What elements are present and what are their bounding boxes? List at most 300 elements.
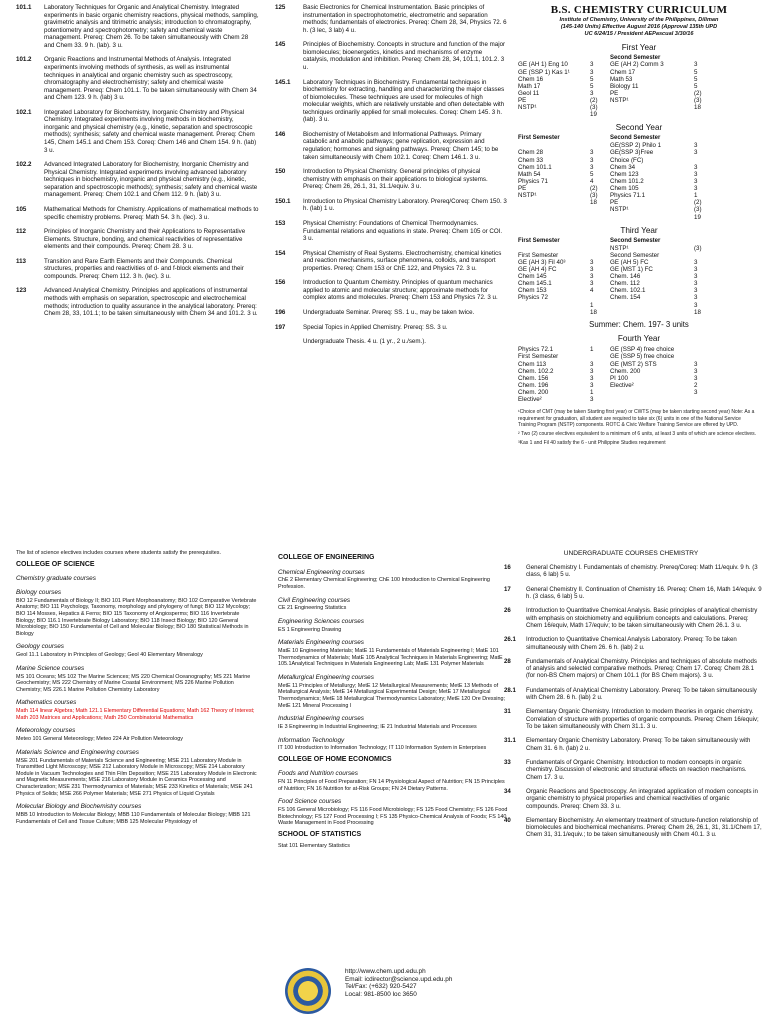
units-cell: 5 — [590, 82, 594, 90]
course-cell: GE (SSP 4) free choice — [610, 346, 675, 354]
course-description: Undergraduate Thesis. 4 u. (1 yr., 2 u./sem.). — [303, 338, 427, 346]
units-cell: 3 — [590, 163, 594, 171]
units-cell: 5 — [590, 170, 594, 178]
category-heading: Chemical Engineering courses — [278, 568, 365, 576]
course-entry — [275, 220, 507, 243]
course-cell: GE (SSP 5) free choice — [610, 353, 675, 361]
curriculum-units: (145-140 Units) Effective August 2016 (Approval 135th UPD — [560, 24, 718, 31]
units-cell: 5 — [694, 75, 698, 83]
units-cell — [590, 353, 606, 360]
units-cell: (2) — [694, 199, 702, 207]
course-cell: GE(SSP 3)Free — [610, 149, 654, 157]
curriculum-panel — [518, 4, 760, 540]
science-electives — [16, 550, 260, 1024]
course-entry — [16, 109, 260, 154]
course-entry — [16, 56, 260, 101]
telephone: Tel/Fax: (+632) 920-5427 — [345, 983, 417, 991]
curriculum-institute: Institute of Chemistry, University of the Philippines, Diliman — [559, 17, 719, 24]
units-cell: 4 — [590, 287, 594, 295]
contact-info — [285, 968, 500, 1024]
units-cell — [694, 252, 708, 259]
footnote: ¹Choice of CMT (may be taken Starting first year) or CWTS (may be taken starting second year) Note: As a requirement for graduation, all student are required to take six (6) units in one of the National Service Training Program (NSTP) components. ROTC & Civic Welfare Training Service are offered by UPD. — [518, 409, 755, 428]
course-cell: GE (MST 2) STS — [610, 360, 657, 368]
units-cell: 3 — [694, 265, 698, 273]
course-cell: Elective² — [610, 381, 634, 389]
course-list-top-left — [16, 4, 260, 534]
course-entry — [275, 250, 507, 273]
spacer — [590, 55, 606, 62]
course-cell: Chem. 200 — [518, 389, 549, 397]
units-cell: (3) — [694, 244, 702, 252]
course-cell: Chem. 102.1 — [610, 287, 646, 295]
year-heading: Third Year — [620, 225, 658, 235]
units-cell: 3 — [694, 360, 698, 368]
course-cell — [610, 389, 690, 396]
course-cell — [518, 111, 586, 118]
course-description: General Chemistry II. Continuation of Chemistry 16. Prereq: Chem 16, Math 14/equiv. 9 h. (3 class, 6 lab) 5 u. — [526, 585, 762, 600]
curriculum-approval: UC 6/24/15 / President AEPascual 3/30/16 — [584, 30, 694, 37]
units-cell: 3 — [694, 149, 698, 157]
units-cell: 2 — [694, 381, 698, 389]
course-cell: Chem 28 — [518, 149, 544, 157]
course-cell: Chem. 112 — [610, 280, 640, 288]
course-description: General Chemistry I. Fundamentals of chemistry. Prereq/Coreq: Math 11/equiv. 9 h. (3 class, 6 lab) 5 u. — [526, 564, 758, 579]
course-list-top-middle — [275, 4, 507, 534]
course-entry — [16, 161, 260, 199]
course-number: 145 — [275, 41, 286, 49]
course-entry — [275, 338, 507, 346]
course-cell: GE (AH 4) FC — [518, 265, 557, 273]
course-cell: Chem 17 — [610, 68, 636, 76]
course-description: Laboratory Techniques in Biochemistry. Fundamental techniques in biochemistry for extracting, handling and characterizing the major classes of biomolecules. These techniques are used for molecules of high molecular weights, which are relatively unstable and often detectable with techniques ordinarily applied for small molecules. Coreq: Chem 145. 3 h. (lab). 3 u. — [303, 78, 505, 124]
units-cell: 3 — [590, 265, 594, 273]
units-cell — [694, 396, 708, 403]
course-cell: GE(SSP 2) Philo 1 — [610, 142, 662, 150]
course-cell: NSTP¹ — [610, 206, 629, 214]
course-entry — [275, 168, 507, 191]
course-description: Fundamentals of Analytical Chemistry Laboratory. Prereq: To be taken simultaneously with Chem 28. 6 h. (lab) 2 u. — [526, 686, 757, 702]
category-courses: FN 11 Principles of Food Preparation; FN 14 Physiological Aspect of Nutrition; FN 15 Principles of Nutrition; FN 16 Nutrition for at-Risk Groups; FN 24 Dietary Patterns. — [278, 779, 505, 792]
course-entry — [275, 309, 507, 317]
units-cell: 18 — [694, 104, 701, 112]
units-cell: (2) — [590, 97, 598, 105]
course-cell: GE (AH 1) Eng 10 — [518, 61, 568, 69]
semester-headers — [518, 55, 760, 62]
course-number: 31 — [504, 708, 511, 716]
summer-note: Summer: Chem. 197- 3 units — [589, 319, 689, 329]
course-cell: Chem 123 — [610, 170, 639, 178]
course-cell: Chem. 102.2 — [518, 367, 554, 375]
course-description: Principles of Biochemistry. Concepts in structure and function of the major biomolecules; bioenergetics, kinetics and mechanisms of enzyme catalysis, modulation and inhibition. Prereq: Chem 28, 34, 101.1, 101.2. 3 u. — [303, 41, 506, 71]
units-cell: 18 — [590, 308, 597, 316]
spacer — [590, 135, 606, 142]
units-cell: 3 — [590, 156, 594, 164]
course-cell: PE — [518, 97, 527, 105]
course-cell — [518, 302, 586, 309]
spacer — [694, 55, 708, 62]
course-cell: Math 17 — [518, 82, 541, 90]
course-description: Introduction to Quantitative Chemical Analysis. Basic principles of analytical chemistry with emphasis on stoichiometry and equilibrium concepts and calculations. Prereq: Chem 16/equiv, Math 17/equiv; to be taken simultaneously with Chem 26.1. 3 u. — [526, 607, 758, 629]
course-cell: GE (SSP 1) Kas 1¹ — [518, 68, 570, 76]
course-number: 123 — [16, 287, 27, 295]
course-entry — [275, 279, 507, 302]
course-cell: Choice (FC) — [610, 156, 644, 164]
category-heading: Civil Engineering courses — [278, 596, 351, 604]
units-cell: 3 — [694, 374, 698, 382]
units-cell: 3 — [694, 273, 698, 281]
semester-table — [518, 346, 760, 403]
course-cell: Elective² — [518, 396, 542, 404]
category-heading: Information Technology — [278, 736, 345, 744]
course-cell — [610, 214, 690, 221]
undergraduate-courses — [500, 550, 762, 1024]
year-heading: Second Year — [615, 123, 663, 133]
course-cell: Chem. 156 — [518, 374, 549, 382]
second-semester-heading: Second Semester — [610, 135, 661, 142]
college-of-engineering-heading: COLLEGE OF ENGINEERING — [278, 554, 375, 561]
category-heading: Biology courses — [16, 588, 62, 596]
course-description: Advanced Integrated Laboratory for Biochemistry, Inorganic Chemistry and Physical Chemistry. Integrated experiments involving advanced laboratory techniques in biochemistry, inorganic and physical chemistry (e.g., kinetic, separation and spectroscopic methods); synthesis; safety and chemical waste management. Prereq: Chem 102.1 and Chem 112. 9 h. (lab) 3 u. — [44, 161, 258, 199]
units-cell — [590, 206, 606, 213]
course-number: 150 — [275, 168, 286, 176]
course-cell: Chem 34 — [610, 163, 636, 171]
units-cell: (3) — [590, 192, 598, 200]
course-cell: Chem. 146 — [610, 273, 641, 281]
course-number: 102.2 — [16, 161, 32, 169]
course-cell — [610, 104, 690, 111]
course-cell: Biology 11 — [610, 82, 639, 90]
course-entry — [16, 4, 260, 49]
units-cell: (3) — [694, 206, 702, 214]
units-cell — [590, 142, 606, 149]
course-cell — [610, 302, 690, 309]
course-description: Elementary Organic Chemistry Laboratory. Prereq: To be taken simultaneously with Chem 31. 6 h. (lab) 2 u. — [526, 737, 751, 752]
category-courses: IT 100 Introduction to Information Technology; IT 110 Information System in Enterprises — [278, 745, 487, 752]
course-number: 31.1 — [504, 737, 516, 745]
units-cell — [590, 245, 606, 252]
units-cell: 3 — [694, 61, 698, 69]
units-cell: 5 — [694, 68, 698, 76]
email-link[interactable]: Email: icdirector@science.upd.edu.ph — [345, 975, 453, 983]
course-number: 101.1 — [16, 4, 32, 11]
course-cell: GE (AH 3) Fil 40³ — [518, 258, 566, 266]
electives-intro: The list of science electives includes courses where students satisfy the prerequisites. — [16, 550, 221, 556]
course-cell: NSTP¹ — [518, 192, 537, 200]
units-cell — [694, 346, 708, 353]
course-description: Biochemistry of Metabolism and Informational Pathways. Primary catabolic and anabolic pathways; gene replication, expression and regulation; hormones and signaling pathways. Prereq: Chem 145; to be taken simultaneously with Chem 102.1. Coreq: Chem 146.1. 3 u. — [303, 130, 499, 161]
course-cell: Chem 145.1 — [518, 280, 552, 288]
units-cell: 4 — [590, 177, 594, 185]
units-cell: (2) — [590, 185, 598, 193]
course-number: 40 — [504, 816, 511, 824]
course-description: Transition and Rare Earth Elements and their Compounds. Chemical structures, properties and reactivities of d- and f-block elements and their compounds. Prereq: Chem 112. 3 h. (lec). 3 u. — [44, 257, 244, 280]
course-entry — [500, 788, 762, 810]
category-courses: Meteo 101 General Meteorology; Meteo 224 Air Pollution Meteorology — [16, 736, 183, 743]
course-cell: NSTP¹ — [610, 244, 629, 252]
semester-headers — [518, 238, 760, 245]
units-cell: 5 — [694, 82, 698, 90]
course-number: 146 — [275, 130, 286, 138]
curriculum-title: B.S. CHEMISTRY CURRICULUM — [550, 4, 728, 16]
engineering-electives — [278, 550, 508, 1024]
units-cell: 3 — [694, 142, 698, 150]
units-cell: 3 — [590, 89, 594, 97]
units-cell: 3 — [590, 258, 594, 266]
course-entry — [16, 287, 260, 317]
course-entry — [500, 658, 762, 680]
spacer — [694, 238, 708, 245]
course-entry — [500, 737, 762, 752]
units-cell: 3 — [590, 374, 594, 382]
units-cell: 3 — [694, 185, 698, 193]
website-link[interactable]: http://www.chem.upd.edu.ph — [345, 968, 426, 975]
units-cell: 3 — [694, 301, 698, 309]
course-number: 102.1 — [16, 108, 32, 116]
semester-headers — [518, 135, 760, 142]
home-economics-categories — [278, 770, 508, 827]
course-cell: Chem 145 — [518, 273, 547, 281]
college-of-home-economics-heading: COLLEGE OF HOME ECONOMICS — [278, 755, 392, 763]
footnote: ² Two (2) course electives equivalent to a minimum of 6 units, at least 3 units of which are science electives. — [518, 431, 757, 438]
course-number: 105 — [16, 205, 27, 213]
spacer — [694, 135, 708, 142]
course-description: Organic Reactions and Instrumental Methods of Analysis. Integrated experiments involving methods of synthesis, as well as instrumental techniques in analytical and organic chemistry such as spectroscopy, chromatography and electrochemistry; safety and chemical waste management. Prereq: Chem 101.1. To be taken simultaneously with Chem 34 and Chem 123. 9 h. (lab) 3 u. — [44, 56, 257, 102]
course-cell: Chem 105 — [610, 185, 639, 193]
category-courses: MetE 11 Principles of Metallurgy; MetE 12 Metallurgical Measurements; MetE 13 Methods of Metallurgical Analysis; MetE 14 Metallurgical Experimental Design; MetE 17 Metallurgical Thermodynamics; MetE 18 Metallurgical Thermodynamics Laboratory; MetE 120 Ore Dressing; MetE 121 Mineral Processing I — [278, 682, 505, 709]
course-number: 16 — [504, 564, 511, 572]
course-description: Mathematical Methods for Chemistry. Applications of mathematical methods to specific chemistry problems. Prereq: Math 54. 3 h. (lec). 3 u. — [44, 205, 259, 221]
course-description: Advanced Analytical Chemistry. Principles and applications of instrumental methods with emphasis on separation, spectroscopic and electrochemical methods; introduction to quality assurance in the analytical laboratory. Prereq: Chem 28, 33, 101.1; to be taken simultaneously with Chem 34 and 101.2. 3 u. — [44, 287, 258, 318]
units-cell: 3 — [590, 280, 594, 288]
course-entry — [275, 131, 507, 161]
category-courses: Geol 11.1 Laboratory in Principles of Geology; Geol 40 Elementary Mineralogy — [16, 652, 203, 659]
course-cell: Second Semester — [610, 251, 660, 259]
undergraduate-course-list — [500, 564, 762, 839]
course-number: 154 — [275, 249, 286, 257]
course-description: Physical Chemistry: Foundations of Chemical Thermodynamics. Fundamental relations and equations in state. Prereq: Chem 105 or COI. 3 u. — [303, 219, 503, 243]
course-number: 33 — [504, 758, 511, 766]
units-cell: 3 — [694, 287, 698, 295]
units-cell: 1 — [694, 192, 698, 200]
category-heading: Materials Engineering courses — [278, 639, 364, 647]
course-description: Introduction to Physical Chemistry. General principles of physical chemistry with emphasis on their applications to biological systems. Prereq: Chem 26, 26.1, 31, 31.1/equiv. 3 u. — [303, 168, 488, 191]
course-cell: Chem 153 — [518, 287, 547, 295]
course-cell: Chem 101.1 — [518, 163, 552, 171]
category-heading: Materials Science and Engineering courses — [16, 748, 139, 756]
category-heading: Mathematics courses — [16, 699, 77, 707]
units-cell: 3 — [694, 367, 698, 375]
course-cell — [518, 309, 586, 316]
course-cell: First Semester — [518, 251, 559, 259]
course-cell — [610, 111, 690, 118]
course-description: Undergraduate Seminar. Prereq: SS. 1 u., may be taken twice. — [303, 309, 475, 316]
units-cell — [590, 214, 606, 221]
category-heading: Geology courses — [16, 643, 64, 651]
course-description: Organic Reactions and Spectroscopy. An integrated application of modern concepts in organic chemistry to physical properties and chemical reactivities of organic compounds. Prereq: Chem 33. 3 u. — [526, 787, 758, 810]
course-description: Fundamentals of Organic Chemistry. Introduction to modern concepts in organic chemistry. Discussion of electronic and structural effects on reaction mechanisms. Chem 17. 3 u. — [526, 758, 747, 781]
units-cell: 3 — [590, 367, 594, 375]
course-number: 112 — [16, 228, 26, 236]
course-cell: NSTP¹ — [518, 104, 537, 112]
units-cell: 1 — [590, 346, 594, 354]
course-cell — [518, 245, 586, 252]
category-heading: Chemistry graduate courses — [16, 575, 96, 583]
semester-table — [518, 61, 760, 118]
category-courses: ES 1 Engineering Drawing — [278, 626, 342, 633]
course-number: 26.1 — [504, 636, 516, 644]
statistics-course: Stat 101 Elementary Statistics — [278, 842, 350, 849]
course-entry — [275, 79, 507, 124]
engineering-categories — [278, 569, 508, 752]
local-line: Local: 981-8500 loc 3650 — [345, 991, 417, 999]
first-semester-heading — [518, 55, 586, 62]
units-cell: 18 — [590, 199, 597, 207]
units-cell: 3 — [694, 177, 698, 185]
course-cell: Chem 33 — [518, 156, 544, 164]
course-entry — [275, 41, 507, 71]
course-cell: Physics 72.1 — [518, 346, 554, 354]
course-number: 17 — [504, 585, 511, 593]
category-heading: Meteorology courses — [16, 727, 76, 735]
course-cell: GE (MST 1) FC — [610, 265, 653, 273]
category-courses: IE 3 Engineering in Industrial Engineering; IE 21 Industrial Materials and Processes — [278, 723, 477, 730]
category-heading: Food Science courses — [278, 798, 342, 806]
course-description: Elementary Organic Chemistry. Introduction to modern theories in organic chemistry. Correlation of structure with properties of organic compounds. Prereq: Chem 16/equiv; To be taken simultaneously with Chem 31.1. 3 u. — [526, 708, 759, 731]
course-cell — [518, 214, 586, 221]
course-number: 26 — [504, 607, 511, 615]
units-cell: 1 — [590, 389, 594, 397]
category-courses: MS 101 Oceans; MS 102 The Marine Sciences; MS 220 Chemical Oceanography; MS 221 Marine Geochemistry; MS 222 Chemistry of Marine Coastal Environment; MS 226 Marine Pollution Chemistry; MS 226.1 Marine Pollution Chemistry Laboratory — [16, 673, 251, 693]
year-heading: Fourth Year — [617, 334, 661, 344]
course-entry — [500, 607, 762, 629]
semester-table — [518, 142, 760, 220]
units-cell — [590, 252, 606, 259]
course-cell: NSTP¹ — [610, 97, 629, 105]
units-cell: 3 — [590, 396, 594, 404]
category-courses: MBB 10 Introduction to Molecular Biology; MBB 110 Fundamentals of Molecular Biology; MBB 121 Fundamentals of Cell and Tissue Culture; MBB 125 Molecular Physiology of — [16, 811, 251, 825]
units-cell: 5 — [590, 75, 594, 83]
category-heading: Marine Science courses — [16, 664, 85, 672]
second-semester-heading: Second Semester — [610, 54, 661, 61]
course-description: Elementary Biochemistry. An elementary treatment of structure-function relationship of biomolecules and biochemical mechanisms. Prereq: Chem 26, 26.1, 31, 31.1/Chem 17, Chem 31, 31.1/equiv.; to be taken simultaneously with Chem 40.1. 3 u. — [526, 816, 762, 839]
first-semester-heading: First Semester — [518, 237, 560, 244]
category-heading: Engineering Sciences courses — [278, 617, 364, 625]
units-cell: 19 — [590, 111, 597, 119]
course-cell: Chem. 154 — [610, 294, 641, 302]
course-description: Fundamentals of Analytical Chemistry. Principles and techniques of absolute methods of analysis and selected comparative methods. Prereq: Chem 17. Coreq: Chem 28.1 (for non-BS Chem majors) or Chem 101.1 (for BS Chem majors). 3 u. — [526, 657, 757, 680]
spacer — [590, 238, 606, 245]
course-description: Basic Electronics for Chemical Instrumentation. Basic principles of instrumentation in spectrophotometric, electrometric and separation methods; fundamentals of electronics. Prereq: Chem 28, 34, Physics 72. 6 h. (3 lec, 3 lab) 4 u. — [303, 4, 507, 34]
course-cell: PE — [610, 199, 619, 207]
units-cell: (3) — [694, 97, 702, 105]
course-entry — [16, 228, 260, 251]
units-cell: 3 — [590, 360, 594, 368]
course-description: Introduction to Quantitative Chemical Analysis Laboratory. Prereq: To be taken simultaneously with Chem 26. 6 h. (lab) 2 u. — [526, 636, 737, 651]
semester-table — [518, 245, 760, 316]
course-number: 28.1 — [504, 686, 516, 694]
category-heading: Molecular Biology and Biochemistry courses — [16, 803, 142, 811]
units-cell: 1 — [590, 301, 594, 309]
college-of-science-heading: COLLEGE OF SCIENCE — [16, 560, 95, 568]
footnote: ³Kas 1 and Fil 40 satisfy the 6 - unit Philippine Studies requirement — [518, 440, 666, 447]
second-semester-heading: Second Semester — [610, 237, 661, 244]
course-entry — [500, 586, 762, 601]
course-entry — [500, 564, 762, 579]
units-cell: 18 — [694, 308, 701, 316]
units-cell — [590, 294, 606, 301]
category-heading: Metallurgical Engineering courses — [278, 673, 374, 681]
course-number: 28 — [504, 657, 511, 665]
category-courses: ChE 2 Elementary Chemical Engineering; ChE 100 Introduction to Chemical Engineering Profession. — [278, 577, 490, 590]
course-cell — [610, 309, 690, 316]
school-of-statistics-heading: SCHOOL OF STATISTICS — [278, 831, 362, 839]
course-description: Laboratory Techniques for Organic and Analytical Chemistry. Integrated experiments in basic organic chemistry reactions, physical methods, sampling, gravimetric analysis and titrimetric analysis; introduction to chromatography, potentiometry and spectrophotometry; safety and chemical waste management. Prereq: Chem 26. To be taken simultaneously with Chem 28 and Chem 33. 9 h. (lab). 3 u. — [44, 4, 259, 49]
undergraduate-heading: UNDERGRADUATE COURSES CHEMISTRY — [563, 550, 699, 557]
course-cell: Chem. 200 — [610, 367, 641, 375]
course-entry — [16, 206, 260, 221]
units-cell: (2) — [694, 89, 702, 97]
course-entry — [275, 4, 507, 34]
category-courses: CE 21 Engineering Statistics — [278, 605, 347, 612]
course-cell: Chem 101.2 — [610, 177, 644, 185]
course-entry — [500, 817, 762, 839]
course-description: Physical Chemistry of Real Systems. Electrochemistry, chemical kinetics and reaction mechanisms, surface phenomena, colloids, and transport properties. Prereq: Chem 153 or ChE 122, and Physics 72. 3 u. — [303, 249, 502, 272]
course-entry — [500, 636, 762, 651]
curriculum-years — [518, 43, 760, 404]
course-cell: First Semester — [518, 353, 559, 361]
course-cell: Math 53 — [610, 75, 633, 83]
course-cell: Math 54 — [518, 170, 541, 178]
course-cell: PE — [610, 89, 619, 97]
course-cell: Physics 72 — [518, 294, 548, 302]
units-cell: 3 — [694, 389, 698, 397]
course-number: 156 — [275, 279, 286, 287]
first-semester-heading: First Semester — [518, 135, 560, 142]
course-entry — [16, 258, 260, 281]
course-cell: Chem 113 — [518, 360, 547, 368]
course-cell: Chem 16 — [518, 75, 544, 83]
units-cell — [694, 157, 708, 164]
course-entry — [275, 198, 507, 213]
units-cell: 3 — [694, 294, 698, 302]
category-courses: MSE 201 Fundamentals of Materials Science and Engineering; MSE 211 Laboratory Module in Transmitted Light Microscopy; MSE 212 Laboratory Module in Microscopy; MSE 214 Laboratory Module in Vacuum Technologies and Thin Film Deposition; MSE 215 Laboratory Module in Electronic and Magnetic Measurements; MSE 216 Laboratory Module in Ceramics Processing and Characterization; MSE 231 Thermodynamics of Materials; MSE 233 Kinetics of Materials; MSE 241 Physics of Solids; MSE 266 Polymer Materials; MSE 271 Physics of Liquid Crystals — [16, 757, 257, 797]
course-cell: Physics 71.1 — [610, 192, 646, 200]
course-entry — [275, 324, 507, 332]
units-cell: 3 — [590, 68, 594, 76]
course-description: Introduction to Quantum Chemistry. Principles of quantum mechanics applied to atomic and molecular structure; approximate methods for complex atoms and molecules. Prereq: Chem 153 and Physics 72. 3 u. — [303, 279, 498, 302]
units-cell: 3 — [590, 61, 594, 69]
course-entry — [500, 759, 762, 781]
course-cell: PE — [518, 185, 527, 193]
units-cell: 3 — [590, 149, 594, 157]
course-entry — [500, 708, 762, 730]
course-cell — [610, 396, 690, 403]
course-number: 153 — [275, 219, 286, 227]
category-heading: Industrial Engineering courses — [278, 715, 364, 723]
category-courses: BIO 12 Fundamentals of Biology II; BIO 101 Plant Morphoanatomy; BIO 102 Comparative Vertebrate Anatomy; BIO 111 Psychology, Taxonomy, morphology and phylogeny of fungi; BIO 112 Mycology; BIO 114 Mosses, Hepatics & Ferns; BIO 115 Taxonomy of Angiosperms; BIO 116 Invertebrate Biology; BIO 116.1 Invertebrate Biology Laboratory; BIO 118 Insect Biology; BIO 120 General Microbiology; BIO 150 Fundamental of Cell and Molecular Biology; BIO 180 Statistical Methods in Biology — [16, 597, 257, 637]
units-cell: 3 — [694, 258, 698, 266]
course-number: 145.1 — [275, 78, 291, 86]
course-cell: Geol 11 — [518, 89, 540, 97]
category-courses: Math 114 linear Algebra; Math 121.1 Elementary Differential Equations; Math 162 Theory of Interest; Math 203 Matrices and Applications; Math 250 Combinatorial Mathematics — [16, 708, 255, 721]
university-seal-icon — [285, 968, 331, 1014]
category-courses: MatE 10 Engineering Materials; MatE 11 Fundamentals of Materials Engineering I; MatE 101 Thermodynamics of Materials; MatE 105 Analytical Techniques in Materials Engineering; MatE 105.1Analytical Techniques in Materials Engineering Lab; MatE 131 Polymer Materials — [278, 648, 503, 668]
course-description: Principles of Inorganic Chemistry and their Applications to Representative Elements. Structure, bonding, and chemical reactivities of representative elements and their compounds. Prereq: Chem 28. 3 u. — [44, 228, 246, 251]
course-cell — [518, 142, 586, 149]
course-number: 125 — [275, 4, 286, 11]
course-cell — [518, 206, 586, 213]
course-number: 197 — [275, 323, 286, 331]
